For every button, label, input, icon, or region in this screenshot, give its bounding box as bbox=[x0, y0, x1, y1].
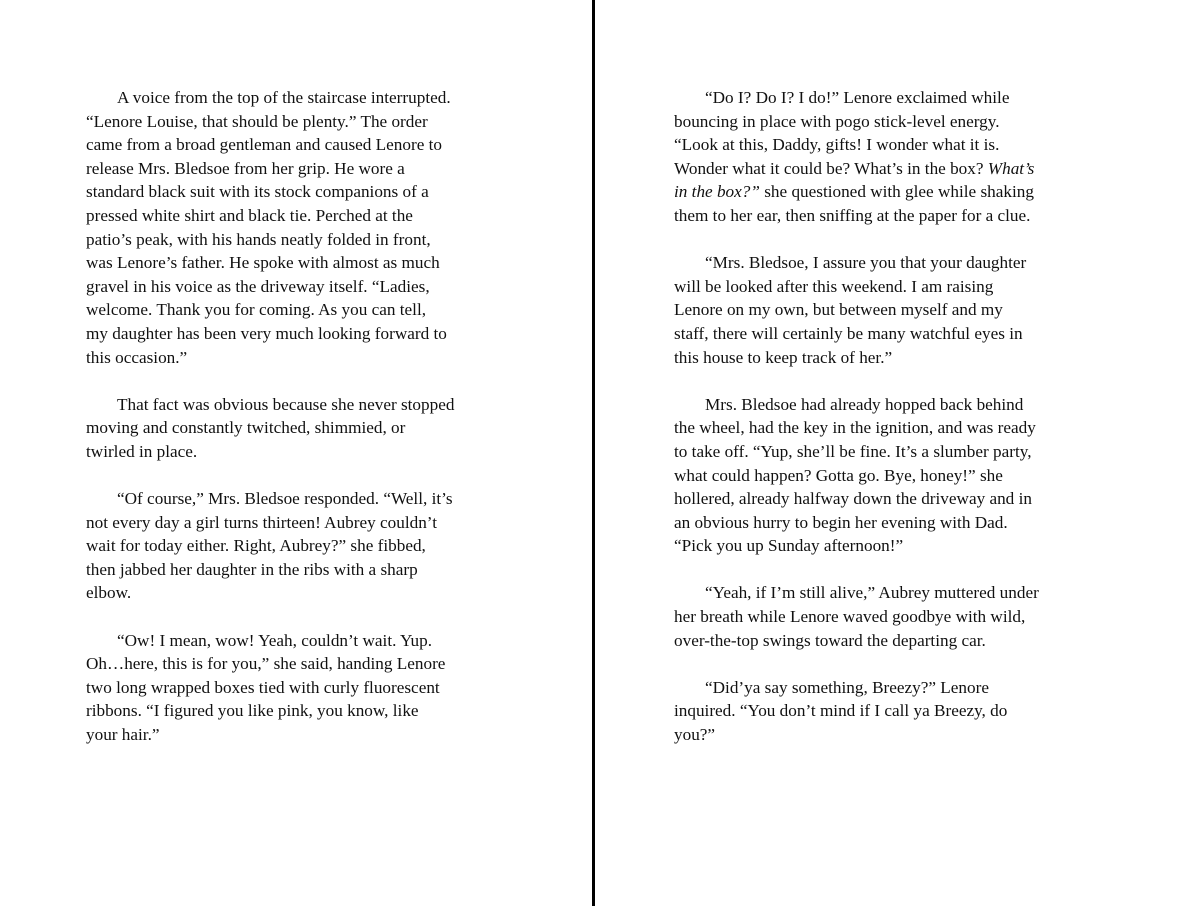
text-line: A voice from the top of the staircase interrupted. bbox=[117, 88, 451, 107]
paragraph bbox=[674, 676, 1114, 747]
text-line: release Mrs. Bledsoe from her grip. He wore a bbox=[86, 158, 405, 178]
text-line: moving and constantly twitched, shimmied, or bbox=[86, 418, 406, 438]
right-page bbox=[674, 86, 1114, 770]
text-line: “Do I? Do I? I do!” Lenore exclaimed while bbox=[705, 88, 1010, 107]
text-line: twirled in place. bbox=[86, 441, 198, 461]
text-line: “Of course,” Mrs. Bledsoe responded. “Well, it’s bbox=[117, 489, 453, 509]
text-line: bouncing in place with pogo stick-level energy. bbox=[674, 111, 1000, 131]
paragraph bbox=[86, 487, 526, 605]
text-line bbox=[674, 180, 1114, 204]
text-line: “Mrs. Bledsoe, I assure you that your daughter bbox=[705, 253, 1027, 273]
text-line: standard black suit with its stock companions of a bbox=[86, 182, 429, 202]
text-line: “Pick you up Sunday afternoon!” bbox=[674, 536, 904, 556]
text-run: she questioned with glee while shaking bbox=[759, 182, 1034, 202]
text-line: wait for today either. Right, Aubrey?” she fibbed, bbox=[86, 536, 426, 556]
text-line: this occasion.” bbox=[86, 347, 188, 367]
text-line: not every day a girl turns thirteen! Aubrey couldn’t bbox=[86, 512, 437, 532]
text-line: what could happen? Gotta go. Bye, honey!” she bbox=[674, 465, 1003, 485]
text-line: them to her ear, then sniffing at the paper for a clue. bbox=[674, 205, 1031, 225]
text-line: you?” bbox=[674, 725, 716, 745]
text-line: inquired. “You don’t mind if I call ya Breezy, do bbox=[674, 701, 1008, 721]
text-line: Mrs. Bledsoe had already hopped back behind bbox=[705, 394, 1024, 414]
paragraph bbox=[674, 86, 1114, 228]
text-line: over-the-top swings toward the departing car. bbox=[674, 630, 986, 650]
italic-run: What’s bbox=[983, 158, 1035, 178]
paragraph bbox=[674, 581, 1114, 652]
text-line: the wheel, had the key in the ignition, and was ready bbox=[674, 418, 1036, 438]
text-line: Lenore on my own, but between myself and my bbox=[674, 300, 1003, 320]
text-line: her breath while Lenore waved goodbye with wild, bbox=[674, 607, 1026, 627]
paragraph bbox=[674, 251, 1114, 369]
text-line: “Did’ya say something, Breezy?” Lenore bbox=[705, 677, 989, 697]
text-line: my daughter has been very much looking forward to bbox=[86, 323, 447, 343]
text-run: Wonder what it could be? What’s in the box? bbox=[674, 158, 984, 178]
italic-run: in the box?” bbox=[674, 182, 760, 202]
text-line: an obvious hurry to begin her evening with Dad. bbox=[674, 512, 1008, 532]
text-line: will be looked after this weekend. I am raising bbox=[674, 276, 994, 296]
text-line: was Lenore’s father. He spoke with almost as much bbox=[86, 253, 440, 273]
text-line: Oh…here, this is for you,” she said, handing Lenore bbox=[86, 654, 446, 674]
text-line: two long wrapped boxes tied with curly fluorescent bbox=[86, 677, 440, 697]
text-line: hollered, already halfway down the driveway and in bbox=[674, 489, 1032, 509]
paragraph bbox=[86, 393, 526, 464]
text-line: then jabbed her daughter in the ribs with a sharp bbox=[86, 559, 418, 579]
text-line: this house to keep track of her.” bbox=[674, 347, 893, 367]
text-line: ribbons. “I figured you like pink, you know, like bbox=[86, 701, 419, 721]
text-line: “Ow! I mean, wow! Yeah, couldn’t wait. Yup. bbox=[117, 630, 433, 650]
paragraph bbox=[674, 393, 1114, 558]
text-line: welcome. Thank you for coming. As you can tell, bbox=[86, 300, 427, 320]
text-line: gravel in his voice as the driveway itself. “Ladies, bbox=[86, 276, 430, 296]
text-line: staff, there will certainly be many watchful eyes in bbox=[674, 323, 1023, 343]
text-line: pressed white shirt and black tie. Perched at the bbox=[86, 205, 413, 225]
text-line: your hair.” bbox=[86, 725, 160, 745]
text-line: “Look at this, Daddy, gifts! I wonder what it is. bbox=[674, 135, 1000, 155]
paragraph bbox=[86, 629, 526, 747]
text-line bbox=[674, 157, 1114, 181]
text-line: elbow. bbox=[86, 583, 132, 603]
text-line: “Lenore Louise, that should be plenty.” The order bbox=[86, 111, 428, 131]
text-line: came from a broad gentleman and caused Lenore to bbox=[86, 135, 443, 155]
page-gutter-divider bbox=[592, 0, 595, 906]
left-page bbox=[86, 86, 526, 770]
paragraph bbox=[86, 86, 526, 369]
text-line: to take off. “Yup, she’ll be fine. It’s a slumber party, bbox=[674, 441, 1032, 461]
text-line: patio’s peak, with his hands neatly folded in front, bbox=[86, 229, 431, 249]
text-line: That fact was obvious because she never stopped bbox=[117, 394, 455, 414]
text-line: “Yeah, if I’m still alive,” Aubrey muttered under bbox=[705, 583, 1039, 603]
